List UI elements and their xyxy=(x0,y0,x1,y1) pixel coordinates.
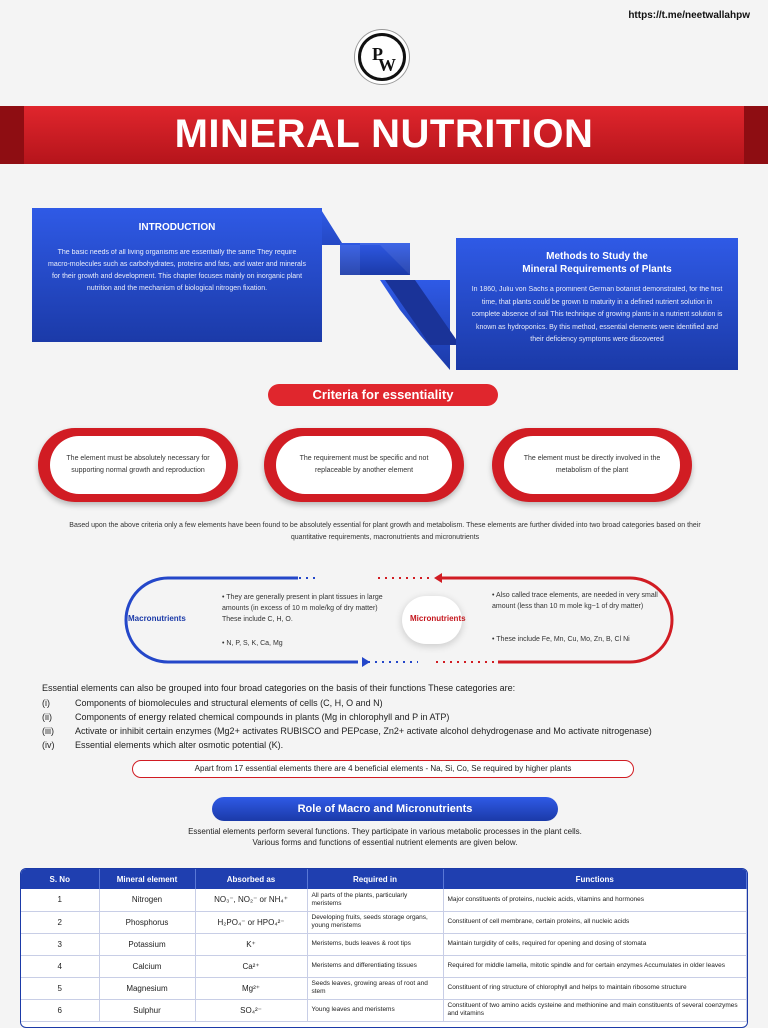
list-item: (iii) Activate or inhibit certain enzymes (Mg2+ activates RUBISCO and PEPcase, Zn2+ activate alcohol dehydrogenase and Mo activate nitrogenase) xyxy=(42,726,652,736)
pw-logo-icon xyxy=(358,33,406,81)
role-heading: Role of Macro and Micronutrients xyxy=(212,797,558,821)
column-header: Functions xyxy=(443,869,747,889)
column-header: Mineral element xyxy=(99,869,195,889)
criteria-card: The requirement must be specific and not replaceable by another element xyxy=(264,428,464,502)
micronutrients-examples: • These include Fe, Mn, Cu, Mo, Zn, B, Cl Ni xyxy=(492,636,630,643)
nutrient-cycle-diagram xyxy=(118,570,678,670)
pw-logo xyxy=(355,30,409,84)
methods-text: In 1860, Juliu von Sachs a prominent German botanist demonstrated, for the first time, that plants could be grown to maturity in a defined nutrient solution in complete absence of soil This technique of growing plants in a nutrient solution is known as hydroponics. By this method, essential elements were identified and their deficiency symptoms were discovered xyxy=(471,286,723,343)
criteria-card: The element must be absolutely necessary for supporting normal growth and reproduction xyxy=(38,428,238,502)
list-item: (i) Components of biomolecules and structural elements of cells (C, H, O and N) xyxy=(42,698,383,708)
table-row: 4 Calcium Ca²⁺ Meristems and differentiating tissues Required for middle lamella, mitotic spindle and for certain enzymes Accumulates in older leaves xyxy=(21,955,747,977)
introduction-text: The basic needs of all living organisms are essentially the same They require macro-molecules such as carbohydrates, proteins and fats, and water and minerals for their growth and development. This chapter focuses mainly on inorganic plant nutrition and the mechanism of biological nitrogen fixation. xyxy=(48,249,306,292)
nutrients-table xyxy=(20,868,748,1028)
criteria-summary: Based upon the above criteria only a few elements have been found to be absolutely essential for plant growth and metabolism. These elements are further divided into two broad categories based on their quantitative requirements, macronutrients and micronutrients xyxy=(69,522,701,541)
macronutrients-examples: • N, P, S, K, Ca, Mg xyxy=(222,640,283,647)
table-header-row xyxy=(21,869,747,889)
methods-heading: Methods to Study the Mineral Requirements of Plants xyxy=(522,251,672,275)
list-item: (iv) Essential elements which alter osmotic potential (K). xyxy=(42,740,284,750)
telegram-link[interactable]: https://t.me/neetwallahpw xyxy=(628,10,750,21)
svg-text:P: P xyxy=(372,44,383,64)
table-row: 2 Phosphorus H₂PO₄⁻ or HPO₄²⁻ Developing fruits, seeds storage organs, young meristems Constituent of cell membrane, certain proteins, all nucleic acids xyxy=(21,911,747,933)
macronutrients-text: • They are generally present in plant tissues in large amounts (in excess of 10 m mole/kg of dry matter) These include C, H, O. xyxy=(222,594,383,623)
svg-text:W: W xyxy=(378,55,396,75)
macronutrients-label: Macronutrients xyxy=(128,614,186,623)
list-item: (ii) Components of energy related chemical compounds in plants (Mg in chlorophyll and P in ATP) xyxy=(42,712,450,722)
methods-box xyxy=(456,238,738,370)
micronutrients-label: Micronutrients xyxy=(410,614,466,623)
column-header: S. No xyxy=(21,869,99,889)
table-row: 6 Sulphur SO₄²⁻ Young leaves and meristems Constituent of two amino acids cysteine and methionine and main constituents of several coenzymes and vitamins xyxy=(21,999,747,1021)
beneficial-elements-note: Apart from 17 essential elements there are 4 beneficial elements - Na, Si, Co, Se required by higher plants xyxy=(132,760,634,778)
column-header: Absorbed as xyxy=(195,869,307,889)
arrow-left-icon xyxy=(434,573,442,583)
table-row: 3 Potassium K⁺ Meristems, buds leaves & root tips Maintain turgidity of cells, required for opening and dosing of stomata xyxy=(21,933,747,955)
criteria-heading: Criteria for essentiality xyxy=(268,384,498,406)
column-header: Required in xyxy=(307,869,443,889)
groups-intro: Essential elements can also be grouped into four broad categories on the basis of their functions These categories are: xyxy=(42,683,516,693)
criteria-card: The element must be directly involved in the metabolism of the plant xyxy=(492,428,692,502)
page-title: MINERAL NUTRITION xyxy=(174,112,594,156)
introduction-box xyxy=(32,208,322,342)
introduction-heading: INTRODUCTION xyxy=(138,222,216,233)
role-intro: Essential elements perform several functions. They participate in various metabolic processes in the plant cells. Various forms and functions of essential nutrient elements are given below. xyxy=(188,827,582,847)
table-row: 1 Nitrogen NO₃⁻, NO₂⁻ or NH₄⁺ All parts of the plants, particularly meristems Major constituents of proteins, nucleic acids, vitamins and hormones xyxy=(21,889,747,911)
micronutrients-text: • Also called trace elements, are needed in very small amount (less than 10 m mole kg−1 of dry matter) xyxy=(492,592,658,610)
table-row: 5 Magnesium Mg²⁺ Seeds leaves, growing areas of root and stem Constituent of ring structure of chlorophyll and helps to maintain ribosome structure xyxy=(21,977,747,999)
